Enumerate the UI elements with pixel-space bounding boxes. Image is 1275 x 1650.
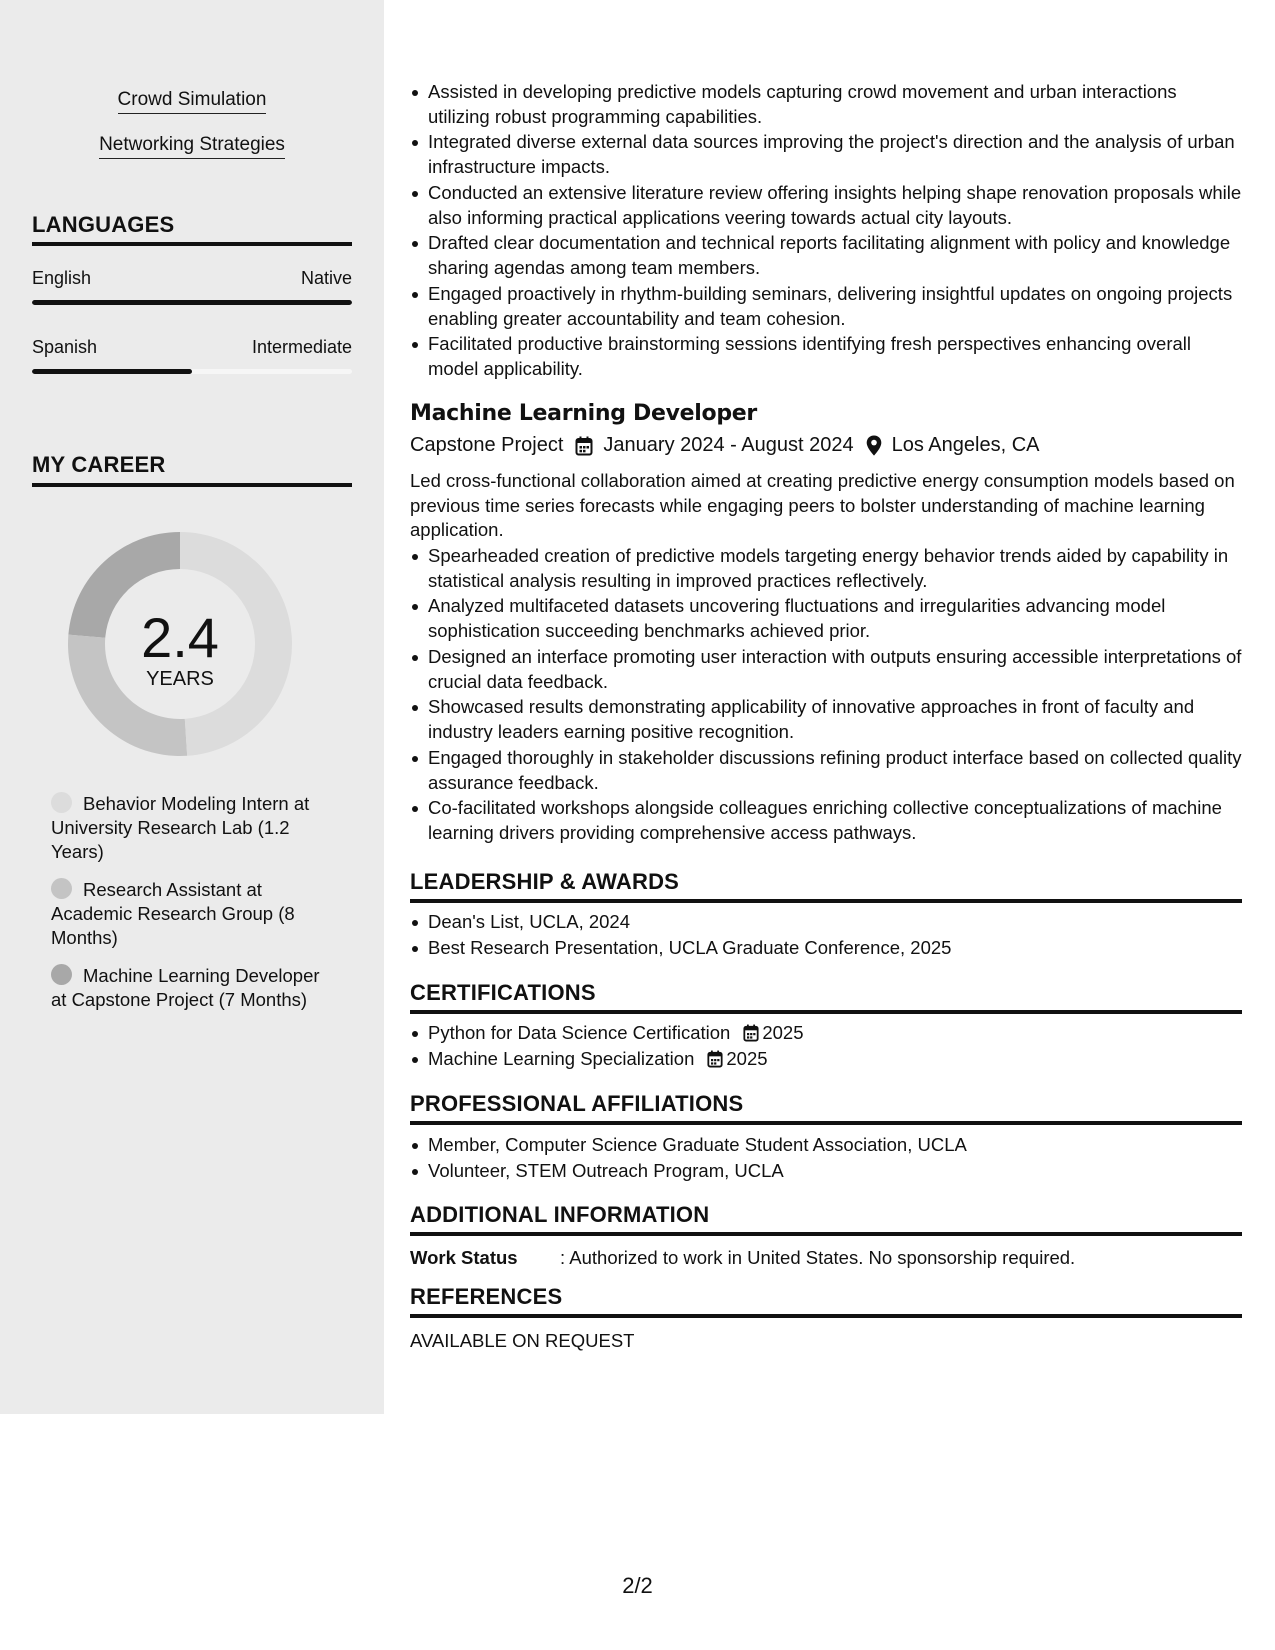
references-text: AVAILABLE ON REQUEST <box>410 1330 635 1351</box>
career-total-value: 2.4 <box>141 606 219 669</box>
section-divider <box>410 1314 1242 1318</box>
list-item: Analyzed multifaceted datasets uncovering fluctuations and irregularities advancing model sophistication succeeding benchmarks achieved prior. <box>410 594 1242 643</box>
section-divider <box>32 483 352 487</box>
job-dates: January 2024 - August 2024 <box>603 434 854 456</box>
job-meta <box>410 434 1039 457</box>
language-proficiency-fill <box>32 369 192 374</box>
languages-heading: LANGUAGES <box>32 212 175 237</box>
previous-job-bullets <box>410 80 1242 383</box>
legend-dot-icon <box>51 878 72 899</box>
page-number: 2/2 <box>622 1573 653 1598</box>
language-level: Intermediate <box>251 337 352 357</box>
language-proficiency-fill <box>32 300 352 305</box>
section-divider <box>410 1121 1242 1125</box>
career-donut-chart <box>66 530 294 758</box>
language-name: Spanish <box>32 337 98 357</box>
job-title: Machine Learning Developer <box>410 401 757 426</box>
legend-dot-icon <box>51 964 72 985</box>
list-item: Dean's List, UCLA, 2024 <box>410 910 1242 935</box>
language-name: English <box>32 268 92 288</box>
leadership-list <box>410 910 1242 962</box>
skill-link[interactable]: Networking Strategies <box>0 134 384 159</box>
list-item <box>410 1047 1242 1072</box>
affiliations-heading: PROFESSIONAL AFFILIATIONS <box>410 1091 744 1116</box>
list-item: Showcased results demonstrating applicability of innovative approaches in front of faculty and industry leaders earning positive recognition. <box>410 695 1242 744</box>
job-description: Led cross-functional collaboration aimed at creating predictive energy consumption models based on previous time series forecasts while engaging peers to bolster understanding of machine learning application. <box>410 470 1235 541</box>
certification-year: 2025 <box>762 1022 804 1043</box>
list-item: Best Research Presentation, UCLA Graduate Conference, 2025 <box>410 936 1242 961</box>
certification-name: Python for Data Science Certification <box>428 1022 731 1043</box>
location-pin-icon <box>866 435 882 456</box>
certifications-list <box>410 1021 1242 1073</box>
job-org: Capstone Project <box>410 434 564 456</box>
language-level: Native <box>300 268 352 288</box>
list-item: Engaged thoroughly in stakeholder discussions refining product interface based on collected quality assurance feedback. <box>410 746 1242 795</box>
leadership-heading: LEADERSHIP & AWARDS <box>410 869 680 894</box>
career-legend-item: Machine Learning Developer at Capstone Project (7 Months) <box>51 965 320 1010</box>
career-legend-item: Behavior Modeling Intern at University Research Lab (1.2 Years) <box>51 793 310 862</box>
list-item: Volunteer, STEM Outreach Program, UCLA <box>410 1159 1242 1184</box>
calendar-icon <box>707 1050 723 1068</box>
list-item: Spearheaded creation of predictive models targeting energy behavior trends aided by capability in statistical analysis resulting in improved practices reflectively. <box>410 544 1242 593</box>
list-item: Co-facilitated workshops alongside colleagues enriching collective conceptualizations of machine learning drivers providing comprehensive access pathways. <box>410 796 1242 845</box>
section-divider <box>410 1232 1242 1236</box>
certifications-heading: CERTIFICATIONS <box>410 980 596 1005</box>
certification-name: Machine Learning Specialization <box>428 1047 695 1069</box>
language-proficiency-bar <box>32 300 352 305</box>
work-status-row <box>410 1247 1075 1269</box>
calendar-icon <box>743 1024 759 1042</box>
section-divider <box>410 1010 1242 1014</box>
list-item: Designed an interface promoting user interaction with outputs ensuring accessible interpretations of crucial data feedback. <box>410 645 1242 694</box>
career-total-unit: YEARS <box>146 668 214 690</box>
section-divider <box>410 899 1242 903</box>
list-item: Conducted an extensive literature review offering insights helping shape renovation proposals while also informing practical applications veering towards actual city layouts. <box>410 181 1242 230</box>
certification-year: 2025 <box>726 1047 768 1069</box>
list-item: Facilitated productive brainstorming sessions identifying fresh perspectives enhancing overall model applicability. <box>410 332 1242 381</box>
sidebar <box>0 0 384 1414</box>
list-item: Integrated diverse external data sources improving the project's direction and the analysis of urban infrastructure impacts. <box>410 130 1242 179</box>
references-heading: REFERENCES <box>410 1284 563 1309</box>
legend-dot-icon <box>51 792 72 813</box>
calendar-icon <box>575 436 593 456</box>
job-bullets <box>410 544 1242 847</box>
career-heading: MY CAREER <box>32 452 166 477</box>
additional-info-heading: ADDITIONAL INFORMATION <box>410 1202 710 1227</box>
language-row <box>32 268 352 289</box>
job-location: Los Angeles, CA <box>891 434 1040 456</box>
skill-link[interactable]: Crowd Simulation <box>0 89 384 114</box>
affiliations-list <box>410 1133 1242 1185</box>
career-legend-item: Research Assistant at Academic Research Group (8 Months) <box>51 879 295 948</box>
language-proficiency-bar <box>32 369 352 374</box>
work-status-label: Work Status <box>410 1247 518 1268</box>
list-item: Member, Computer Science Graduate Student Association, UCLA <box>410 1133 1242 1158</box>
section-divider <box>32 242 352 246</box>
language-row <box>32 337 352 358</box>
list-item: Engaged proactively in rhythm-building seminars, delivering insightful updates on ongoing projects enabling greater accountability and team cohesion. <box>410 282 1242 331</box>
list-item <box>410 1021 1242 1046</box>
list-item: Assisted in developing predictive models capturing crowd movement and urban interactions utilizing robust programming capabilities. <box>410 80 1242 129</box>
list-item: Drafted clear documentation and technical reports facilitating alignment with policy and knowledge sharing agendas among team members. <box>410 231 1242 280</box>
work-status-value: : Authorized to work in United States. No sponsorship required. <box>560 1247 1076 1268</box>
